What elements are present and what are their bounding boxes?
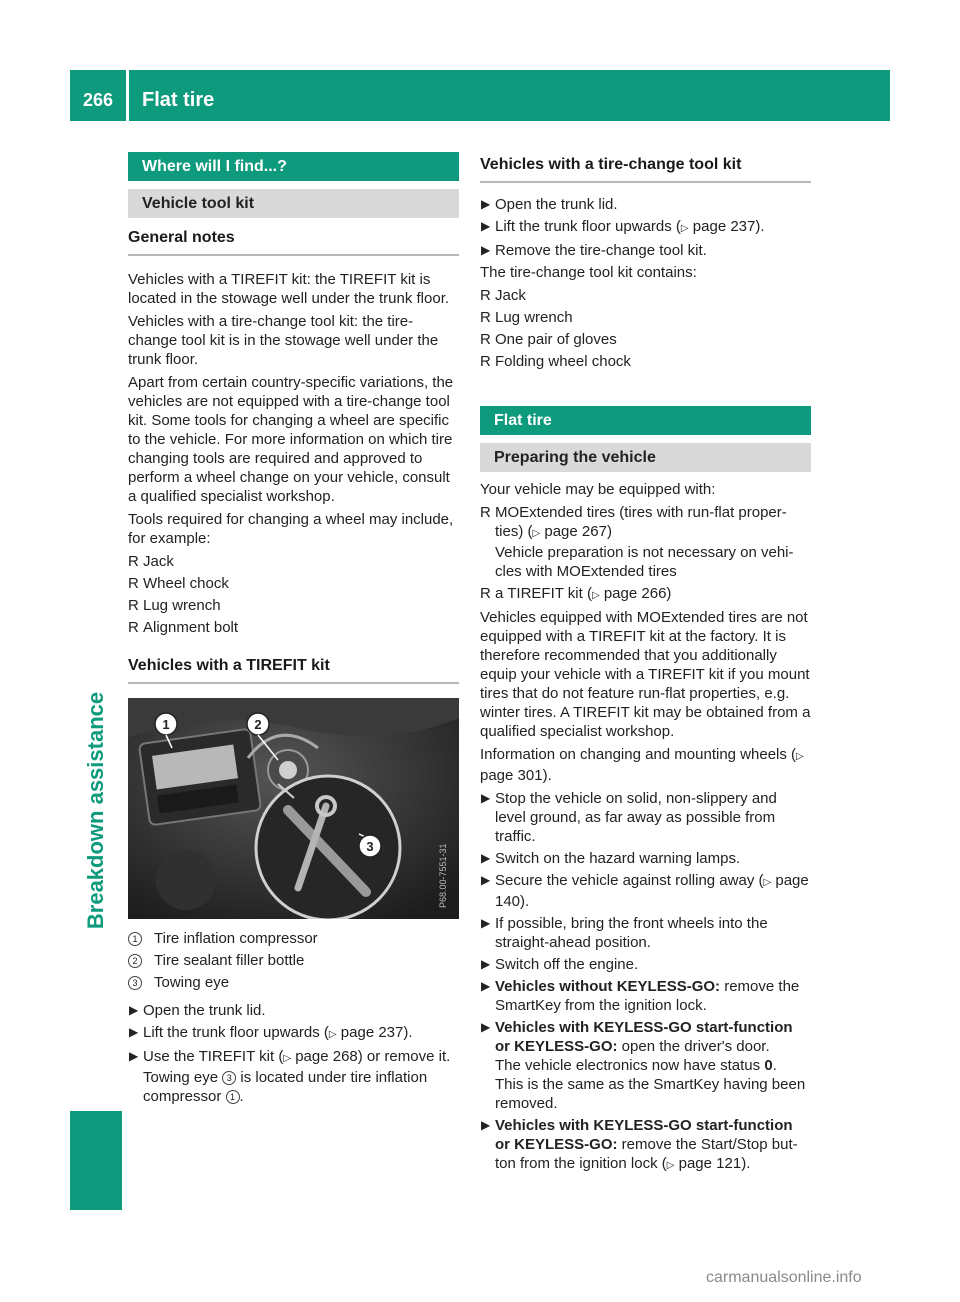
action-arrow-icon: ▶ <box>481 873 491 887</box>
left-column <box>128 152 459 1109</box>
page-reference-link[interactable]: page 237 <box>340 1024 404 1041</box>
list-item <box>480 330 811 349</box>
header-divider <box>126 70 129 121</box>
page-ref-arrow-icon: ▷ <box>666 1160 675 1171</box>
action-arrow-icon: ▶ <box>129 1025 139 1039</box>
list-item-text: a TIREFIT kit ( <box>495 585 592 602</box>
paragraph: Apart from certain country-specific variations, the vehicles are not equipped with a tire-change tool kit. Some tools for changing a wheel are specific to the vehicle. For more information on which tire changing tools are required and approved to perform a wheel change on your vehicle, consult a qualified specialist workshop. <box>128 374 454 505</box>
bullet-marker: R <box>128 597 139 614</box>
page-ref-arrow-icon: ▷ <box>763 877 772 888</box>
paragraph: Your vehicle may be equipped with: <box>480 481 716 498</box>
action-text: Stop the vehicle on solid, non-slippery and level ground, as far away as possible from traffic. <box>495 790 777 845</box>
action-note: This is the same as the SmartKey having been removed. <box>495 1076 806 1112</box>
subsection-bar-tool-kit: Vehicle tool kit <box>128 189 459 218</box>
action-text: Remove the tire-change tool kit. <box>495 242 707 259</box>
callout-marker-3 <box>359 835 381 857</box>
action-arrow-icon: ▶ <box>481 979 491 993</box>
list-item-text: Folding wheel chock <box>495 353 631 370</box>
page-reference-link[interactable]: page 267 <box>544 523 607 540</box>
list-item-text: One pair of gloves <box>495 331 617 348</box>
section-bar-where: Where will I find...? <box>128 152 459 181</box>
paragraph-text: ). <box>542 767 552 784</box>
paragraph: Vehicles with a tire-change tool kit: the tire-change tool kit is in the stowage well under the trunk floor. <box>128 313 439 368</box>
paragraph: Vehicles equipped with MOExtended tires are not equipped with a TIREFIT kit at the factory. It is therefore recommended that you additionally equip your vehicle with a TIREFIT kit if you mount tires that do not feature run-flat properties, e.g. winter tires. A TIREFIT kit may be obtained from a qualified specialist workshop. <box>480 609 811 740</box>
page-ref-arrow-icon: ▷ <box>591 590 600 601</box>
list-item-text: ) <box>666 585 672 602</box>
action-step <box>480 849 811 868</box>
action-text: Switch on the hazard warning lamps. <box>495 850 741 867</box>
watermark: carmanualsonline.info <box>706 1269 862 1286</box>
list-item-text: Lug wrench <box>143 597 221 614</box>
list-item-text: ) <box>606 523 612 540</box>
action-text: Open the trunk lid. <box>495 196 618 213</box>
inline-callout-number: 3 <box>222 1071 236 1085</box>
action-step <box>128 1047 459 1106</box>
action-text: ). <box>741 1155 751 1172</box>
action-step <box>480 195 811 214</box>
page-ref-arrow-icon: ▷ <box>283 1053 292 1064</box>
page-reference-link[interactable]: page 121 <box>678 1155 742 1172</box>
action-step <box>480 789 811 846</box>
bullet-marker: R <box>128 619 139 636</box>
action-text: remove the SmartKey from the ignition lock. <box>495 978 800 1014</box>
action-step <box>128 1001 459 1020</box>
section-bar-flat-tire: Flat tire <box>480 406 811 435</box>
paragraph-text: Information on changing and mounting wheels ( <box>480 746 797 763</box>
tirefit-kit-illustration <box>128 698 459 919</box>
list-item-note: Vehicle preparation is not necessary on vehi-cles with MOExtended tires <box>495 544 794 580</box>
list-item-text: Lug wrench <box>495 309 573 326</box>
heading-tirefit: Vehicles with a TIREFIT kit <box>128 656 459 684</box>
action-arrow-icon: ▶ <box>481 197 491 211</box>
side-tab-label-container <box>70 550 122 1070</box>
action-text: . <box>239 1088 244 1105</box>
action-text: Use the TIREFIT kit ( <box>143 1048 284 1065</box>
callout-label-1: 1 <box>162 717 170 732</box>
action-step <box>480 914 811 952</box>
list-item-text: Jack <box>143 553 174 570</box>
bullet-marker: R <box>480 287 491 304</box>
legend-number: 2 <box>128 954 142 968</box>
paragraph <box>480 745 811 785</box>
list-item <box>480 584 811 605</box>
page-reference-link[interactable]: page 268 <box>295 1048 358 1065</box>
legend-text: Tire inflation compressor <box>154 930 318 947</box>
page-number: 266 <box>82 90 114 110</box>
paragraph: Vehicles with a TIREFIT kit: the TIREFIT kit is located in the stowage well under the trunk floor. <box>128 271 450 307</box>
action-arrow-icon: ▶ <box>481 916 491 930</box>
action-text: Open the trunk lid. <box>143 1002 266 1019</box>
page-reference-link[interactable]: page 301 <box>480 767 543 784</box>
action-arrow-icon: ▶ <box>129 1003 139 1017</box>
action-arrow-icon: ▶ <box>481 791 491 805</box>
page-reference-link[interactable]: page 140 <box>495 872 809 910</box>
list-item <box>128 552 459 571</box>
action-step <box>480 1116 811 1175</box>
heading-tire-change-kit: Vehicles with a tire-change tool kit <box>480 152 811 183</box>
list-item-text: Jack <box>495 287 526 304</box>
inline-callout-number: 1 <box>226 1090 240 1104</box>
page-reference-link[interactable]: page 266 <box>603 585 667 602</box>
page-reference-link[interactable]: page 237 <box>692 218 756 235</box>
callout-marker-2 <box>247 713 269 735</box>
bullet-marker: R <box>480 353 491 370</box>
action-arrow-icon: ▶ <box>481 1020 491 1034</box>
list-item-text: MOExtended tires (tires with run-flat proper-ties) ( <box>495 504 787 540</box>
action-condition: Vehicles with KEYLESS-GO start-function or KEYLESS-GO: <box>495 1117 793 1153</box>
bullet-marker: R <box>128 575 139 592</box>
status-value: 0 <box>764 1057 773 1074</box>
page-ref-arrow-icon: ▷ <box>796 751 804 762</box>
action-step <box>480 241 811 260</box>
paragraph: The tire-change tool kit contains: <box>480 264 697 281</box>
list-item <box>480 286 811 305</box>
action-text: is located under tire inflation compressor <box>143 1069 428 1105</box>
action-step <box>128 1023 459 1044</box>
side-tab-marker <box>70 1111 122 1210</box>
list-item <box>480 503 811 581</box>
bullet-marker: R <box>480 331 491 348</box>
callout-label-2: 2 <box>254 717 262 732</box>
action-arrow-icon: ▶ <box>129 1049 139 1063</box>
action-arrow-icon: ▶ <box>481 851 491 865</box>
page-title: Flat tire <box>142 89 215 111</box>
bullet-marker: R <box>480 585 491 602</box>
action-condition: Vehicles without KEYLESS-GO: <box>495 978 721 995</box>
callout-marker-1 <box>155 713 177 735</box>
list-item <box>480 308 811 327</box>
list-item <box>128 574 459 593</box>
action-step <box>480 1018 811 1113</box>
action-text: If possible, bring the front wheels into the straight-ahead position. <box>495 915 768 951</box>
figure-code: P68.00-7551-31 <box>438 843 448 908</box>
side-tab-label: Breakdown assistance <box>83 691 109 929</box>
legend-text: Tire sealant filler bottle <box>154 952 305 969</box>
heading-general-notes: General notes <box>128 228 459 256</box>
action-arrow-icon: ▶ <box>481 957 491 971</box>
action-step <box>480 871 811 911</box>
legend-item <box>128 951 459 970</box>
legend-number: 3 <box>128 976 142 990</box>
list-item <box>128 596 459 615</box>
paragraph: Tools required for changing a wheel may include, for example: <box>128 511 454 547</box>
list-item <box>480 352 811 371</box>
action-note: The vehicle electronics now have status <box>495 1057 765 1074</box>
bullet-marker: R <box>480 504 491 521</box>
right-column <box>480 152 811 1178</box>
action-text: ) or remove it. Towing eye <box>143 1048 451 1086</box>
legend-item <box>128 973 459 992</box>
action-note: . <box>772 1057 777 1074</box>
subsection-bar-preparing: Preparing the vehicle <box>480 443 811 472</box>
bullet-marker: R <box>480 309 491 326</box>
action-text: Secure the vehicle against rolling away ( <box>495 872 764 889</box>
list-item <box>128 618 459 637</box>
action-step <box>480 977 811 1015</box>
legend-number: 1 <box>128 932 142 946</box>
page-ref-arrow-icon: ▷ <box>328 1029 337 1040</box>
action-text: ). <box>755 218 765 235</box>
action-text: open the driver's door. <box>617 1038 770 1055</box>
action-text: ). <box>403 1024 413 1041</box>
bullet-marker: R <box>128 553 139 570</box>
action-text: Lift the trunk floor upwards ( <box>495 218 681 235</box>
legend-text: Towing eye <box>154 974 230 991</box>
list-item-text: Wheel chock <box>143 575 229 592</box>
action-text: ). <box>520 893 530 910</box>
action-text: Switch off the engine. <box>495 956 639 973</box>
list-item-text: Alignment bolt <box>143 619 239 636</box>
page-ref-arrow-icon: ▷ <box>680 223 689 234</box>
action-condition: Vehicles with KEYLESS-GO start-function or KEYLESS-GO: <box>495 1019 793 1055</box>
legend-item <box>128 929 459 948</box>
action-arrow-icon: ▶ <box>481 243 491 257</box>
page-ref-arrow-icon: ▷ <box>532 528 541 539</box>
action-text: Lift the trunk floor upwards ( <box>143 1024 329 1041</box>
action-step <box>480 217 811 238</box>
action-arrow-icon: ▶ <box>481 1118 491 1132</box>
action-text: remove the Start/Stop but-ton from the ignition lock ( <box>495 1136 798 1172</box>
callout-label-3: 3 <box>366 839 374 854</box>
action-arrow-icon: ▶ <box>481 219 491 233</box>
action-step <box>480 955 811 974</box>
tirefit-kit-figure <box>128 698 459 919</box>
